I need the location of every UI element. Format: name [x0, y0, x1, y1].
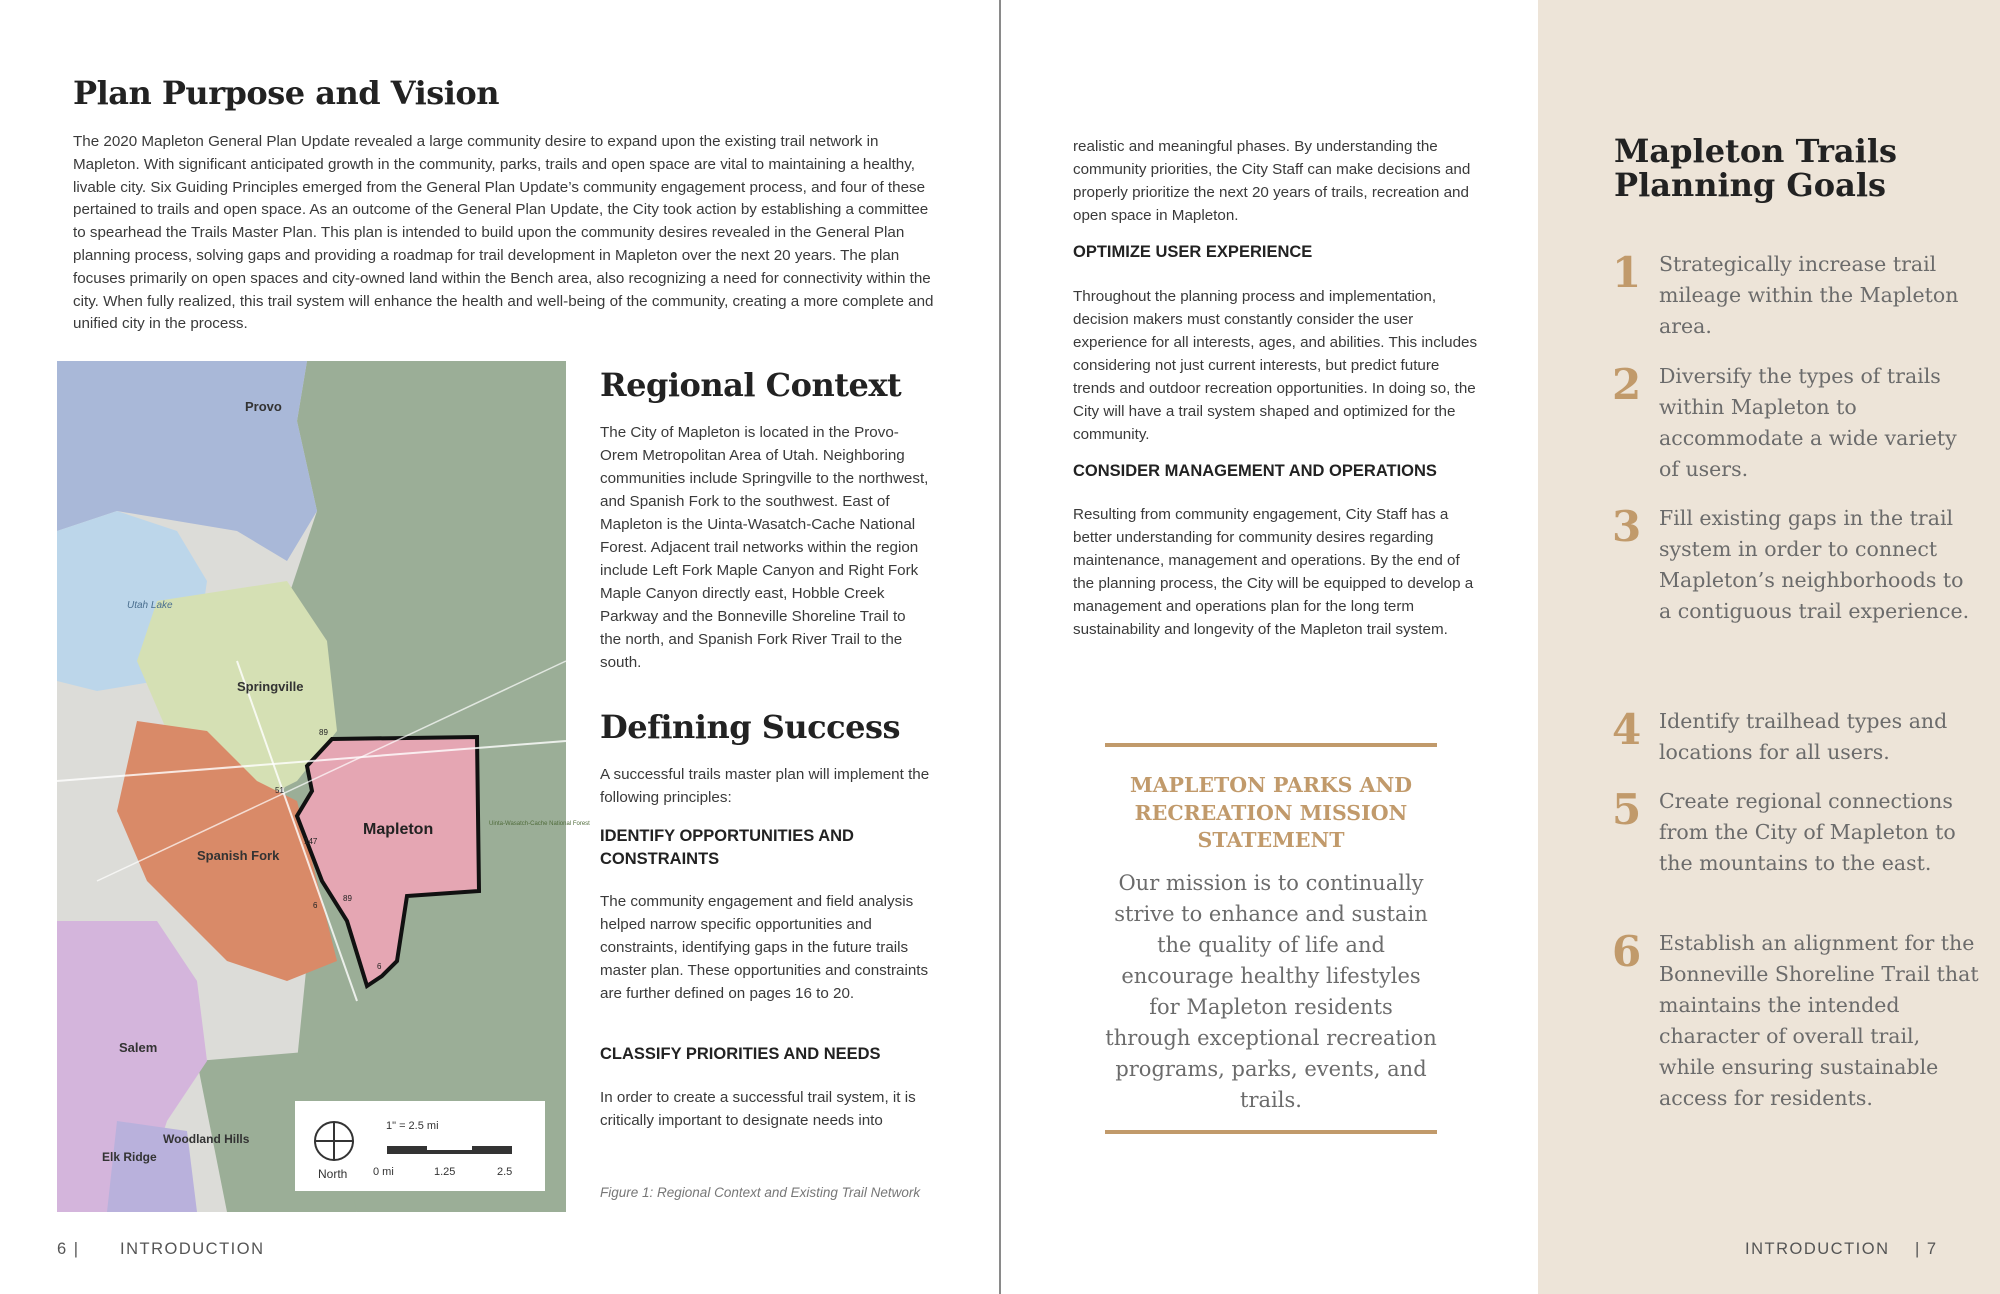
scale-bar-seg — [427, 1150, 472, 1154]
label-utah-lake: Utah Lake — [127, 600, 173, 611]
label-national-forest: Uinta-Wasatch-Cache National Forest — [489, 821, 590, 827]
footer-page-number-left: 6 | — [57, 1240, 80, 1258]
scale-tick-0: 0 mi — [373, 1166, 394, 1178]
hwy-6-west: 6 — [313, 901, 318, 910]
hwy-89-north: 89 — [319, 728, 328, 737]
goal-number: 2 — [1612, 360, 1642, 409]
scale-title: 1" = 2.5 mi — [386, 1120, 439, 1132]
footer-page-number-right: | 7 — [1915, 1240, 1938, 1258]
goal-text: Identify trailhead types and locations for all users. — [1659, 709, 1948, 764]
goal-number: 6 — [1612, 927, 1642, 976]
opps-heading: IDENTIFY OPPORTUNITIES AND CONSTRAINTS — [600, 827, 854, 868]
label-provo: Provo — [245, 399, 282, 414]
label-mapleton: Mapleton — [363, 821, 434, 838]
scale-tick-1: 1.25 — [434, 1166, 456, 1178]
goal-text: Create regional connections from the City of Mapleton to the mountains to the east. — [1659, 789, 1956, 875]
classify-heading: CLASSIFY PRIORITIES AND NEEDS — [600, 1045, 881, 1063]
mission-bottom-rule — [1105, 1130, 1437, 1134]
goal-text: Establish an alignment for the Bonneville Shoreline Trail that maintains the intended character of overall trail, while ensuring sustainable access for residents. — [1659, 931, 1979, 1110]
label-woodland-hills: Woodland Hills — [163, 1132, 250, 1146]
goals-title: Mapleton Trails Planning Goals — [1614, 132, 1897, 204]
label-elk-ridge: Elk Ridge — [102, 1150, 157, 1164]
purpose-title: Plan Purpose and Vision — [73, 74, 499, 112]
regional-body: The City of Mapleton is located in the Provo-Orem Metropolitan Area of Utah. Neighboring communities include Springville to the northwest, and Spanish Fork to the southwest. East of Mapleton is the Uinta-Wasatch-Cache National Forest. Adjacent trail networks within the region include Left Fork Maple Canyon and Right Fork Maple Canyon directly east, Hobble Creek Parkway and the Bonneville Shoreline Trail to the north, and Spanish Fork River Trail to the south. — [600, 424, 929, 671]
goal-number: 4 — [1612, 705, 1642, 754]
label-springville: Springville — [237, 679, 304, 694]
opps-body: The community engagement and field analysis helped narrow specific opportunities and constraints, identifying gaps in the future trails master plan. These opportunities and constraints are further defined on pages 16 to 20. — [600, 893, 929, 1002]
regional-map — [57, 361, 590, 1212]
consider-body: Resulting from community engagement, City Staff has a better understanding for community desires regarding maintenance, management and operations. By the end of the planning process, the City will be equipped to develop a management and operations plan for the long term sustainability and longevity of the Mapleton trail system. — [1073, 506, 1474, 638]
classify-body: In order to create a successful trail system, it is critically important to designate needs into — [600, 1089, 916, 1129]
optimize-heading: OPTIMIZE USER EXPERIENCE — [1073, 243, 1313, 261]
mission-text: Our mission is to continually strive to enhance and sustain the quality of life and encourage healthy lifestyles for Mapleton residents through exceptional recreation programs, parks, events, and trails. — [1105, 871, 1437, 1112]
page-divider — [999, 0, 1001, 1294]
scale-tick-2: 2.5 — [497, 1166, 513, 1178]
regional-title: Regional Context — [600, 366, 902, 404]
optimize-body: Throughout the planning process and implementation, decision makers must constantly consider the user experience for all interests, ages, and abilities. This includes considering not just current interests, but predict future trends and outdoor recreation opportunities. In doing so, the City will have a trail system shaped and optimized for the community. — [1073, 288, 1478, 443]
scale-bar-seg — [472, 1146, 512, 1154]
label-salem: Salem — [119, 1040, 158, 1055]
success-title: Defining Success — [600, 708, 900, 746]
footer-section-left: INTRODUCTION — [120, 1240, 265, 1258]
goal-text: Strategically increase trail mileage within the Mapleton area. — [1659, 252, 1959, 338]
goal-number: 5 — [1612, 785, 1642, 834]
hwy-6-south: 6 — [377, 962, 382, 971]
label-spanish-fork: Spanish Fork — [197, 848, 280, 863]
hwy-89-south: 89 — [343, 894, 352, 903]
goal-text: Diversify the types of trails within Mapleton to accommodate a wide variety of users. — [1659, 364, 1957, 481]
purpose-body: The 2020 Mapleton General Plan Update revealed a large community desire to expand upon the existing trail network in Mapleton. With significant anticipated growth in the community, parks, trails and open space are vital to maintaining a healthy, livable city. Six Guiding Principles emerged from the General Plan Update’s community engagement process, and four of these pertained to trails and open space. As an outcome of the General Plan Update, the City took action by establishing a committee to spearhead the Trails Master Plan. This plan is intended to build upon the community desires revealed in the General Plan planning process, solving gaps and providing a roadmap for trail development in Mapleton over the next 20 years. The plan focuses primarily on open spaces and city-owned land within the Bench area, also recognizing a need for connectivity within the city. When fully realized, this trail system will enhance the health and well-being of the community, creating a more complete and unified city in the process. — [73, 133, 934, 333]
map-svg — [57, 361, 590, 1212]
figure-caption: Figure 1: Regional Context and Existing Trail Network — [600, 1185, 921, 1200]
goal-number: 3 — [1612, 502, 1642, 551]
mission-title: MAPLETON PARKS AND RECREATION MISSION STATEMENT — [1129, 773, 1413, 852]
success-body: A successful trails master plan will implement the following principles: — [600, 766, 930, 806]
consider-heading: CONSIDER MANAGEMENT AND OPERATIONS — [1073, 462, 1437, 480]
continued-body: realistic and meaningful phases. By understanding the community priorities, the City Staff can make decisions and properly prioritize the next 20 years of trails, recreation and open space in Mapleton. — [1073, 138, 1471, 224]
scale-bar-seg — [387, 1146, 427, 1154]
mission-top-rule — [1105, 743, 1437, 747]
hwy-51: 51 — [275, 786, 284, 795]
goal-text: Fill existing gaps in the trail system in order to connect Mapleton’s neighborhoods to a contiguous trail experience. — [1659, 506, 1970, 623]
hwy-147: 147 — [304, 837, 318, 846]
north-label: North — [318, 1167, 348, 1181]
footer-section-right: INTRODUCTION — [1745, 1240, 1890, 1258]
goal-number: 1 — [1612, 248, 1642, 297]
